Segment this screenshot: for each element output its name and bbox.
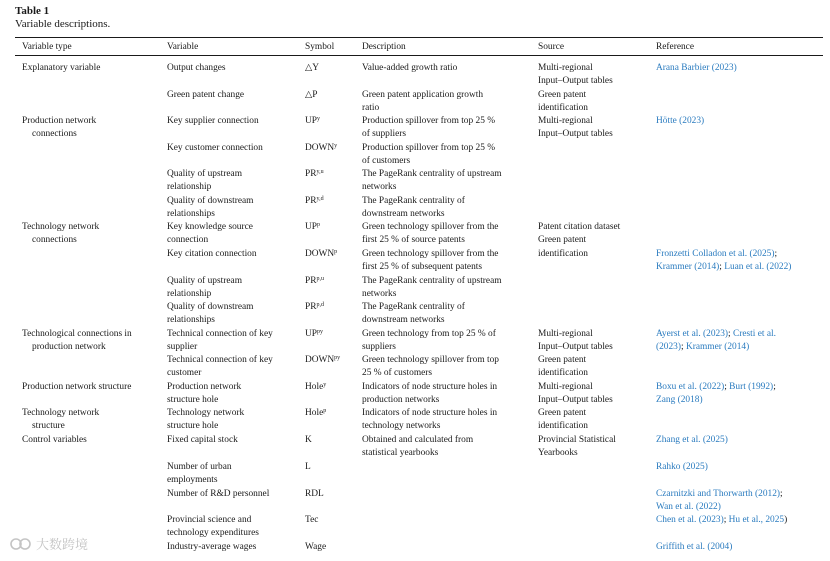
reference-link[interactable]: (2023): [656, 342, 681, 352]
cell-description: The PageRank centrality of upstream: [362, 169, 502, 179]
cell-variable: Key knowledge source: [167, 222, 253, 232]
reference-link[interactable]: Luan et al. (2022): [724, 262, 792, 272]
cell-variable: relationship: [167, 182, 212, 192]
cell-symbol: $DOWN^{py}$: [305, 355, 341, 365]
table-caption: [15, 5, 110, 31]
cell-symbol: DOWN$^y$: [305, 143, 338, 153]
cell-description: Value-added growth ratio: [362, 63, 458, 73]
cell-variable: Key customer connection: [167, 143, 263, 153]
cell-variable: structure hole: [167, 421, 219, 431]
watermark: [10, 534, 88, 553]
cell-source: Input–Output tables: [538, 395, 613, 405]
cell-variable-type: Explanatory variable: [22, 63, 101, 73]
cell-variable-type: Technology network: [22, 222, 100, 232]
cell-description: The PageRank centrality of: [362, 302, 465, 312]
reference-link[interactable]: Boxu et al. (2022): [656, 382, 725, 392]
header-rule: [15, 55, 823, 56]
reference-link[interactable]: Ayerst et al. (2023): [656, 329, 729, 339]
cell-source: Multi-regional: [538, 63, 593, 73]
cell-reference: [656, 501, 721, 514]
reference-link[interactable]: Chen et al. (2023): [656, 515, 724, 525]
header-variable-type: Variable type: [22, 42, 72, 52]
cell-variable-type: production network: [32, 342, 106, 352]
cell-source: Multi-regional: [538, 329, 593, 339]
cell-symbol: PR$^{p,u}$: [305, 276, 324, 286]
cell-description: of suppliers: [362, 129, 407, 139]
cell-symbol: PR$^{p,d}$: [305, 302, 324, 312]
cell-reference: [656, 261, 791, 274]
cell-variable: Quality of downstream: [167, 302, 254, 312]
cell-variable: Technical connection of key: [167, 355, 273, 365]
cell-source: Green patent: [538, 235, 587, 245]
cell-variable: Quality of downstream: [167, 196, 254, 206]
cell-symbol: $UP^p$: [305, 222, 320, 232]
cell-source: identification: [538, 249, 588, 259]
cell-variable: relationships: [167, 315, 215, 325]
reference-link[interactable]: Hötte (2023): [656, 116, 705, 126]
cell-reference: [656, 488, 783, 501]
reference-separator: ;: [723, 515, 729, 525]
cell-source: Green patent: [538, 90, 587, 100]
cell-source: Input–Output tables: [538, 76, 613, 86]
cell-source: Patent citation dataset: [538, 222, 621, 232]
reference-link[interactable]: Czarnitzki and Thorwarth (2012): [656, 489, 781, 499]
cell-variable-type: connections: [32, 235, 77, 245]
cell-variable: Provincial science and: [167, 515, 252, 525]
cell-symbol: DOWN$^p$: [305, 249, 338, 259]
header-source: Source: [538, 42, 565, 52]
reference-link[interactable]: Griffith et al. (2004): [656, 542, 733, 552]
cell-description: technology networks: [362, 421, 441, 431]
cell-variable: Quality of upstream: [167, 276, 242, 286]
reference-separator: ;: [728, 329, 733, 339]
cell-description: of customers: [362, 156, 411, 166]
cell-variable: Number of R&D personnel: [167, 489, 270, 499]
reference-separator: ;: [719, 262, 725, 272]
cell-symbol: K: [305, 435, 312, 445]
reference-link[interactable]: Zhang et al. (2025): [656, 435, 728, 445]
cell-symbol: Tec: [305, 515, 319, 525]
cell-symbol: △P: [305, 90, 318, 100]
cell-description: networks: [362, 182, 397, 192]
cell-variable: Technology network: [167, 408, 245, 418]
header-symbol: Symbol: [305, 42, 335, 52]
cell-variable-type: connections: [32, 129, 77, 139]
cell-symbol: RDL: [305, 489, 324, 499]
cell-variable-type: Production network: [22, 116, 97, 126]
cell-variable: Fixed capital stock: [167, 435, 238, 445]
cell-source: identification: [538, 421, 588, 431]
reference-link[interactable]: Cresti et al.: [733, 329, 776, 339]
cell-variable: Industry-average wages: [167, 542, 257, 552]
cell-description: The PageRank centrality of upstream: [362, 276, 502, 286]
top-rule: [15, 37, 823, 38]
cell-description: Production spillover from top 25 %: [362, 116, 496, 126]
cell-variable-type: Technological connections in: [22, 329, 132, 339]
cell-reference: [656, 434, 728, 447]
cell-description: Obtained and calculated from: [362, 435, 474, 445]
cell-variable-type: Production network structure: [22, 382, 132, 392]
cell-description: networks: [362, 289, 397, 299]
watermark-text: 大数跨境: [36, 538, 89, 553]
cell-variable: structure hole: [167, 395, 219, 405]
header-description: Description: [362, 42, 406, 52]
cell-variable: Production network: [167, 382, 242, 392]
cell-description: 25 % of customers: [362, 368, 433, 378]
table-title: Variable descriptions.: [15, 18, 111, 30]
cell-variable: Output changes: [167, 63, 226, 73]
reference-link[interactable]: Zang (2018): [656, 395, 703, 405]
cell-description: ratio: [362, 103, 380, 113]
reference-separator: ;: [780, 489, 783, 499]
cell-description: first 25 % of subsequent patents: [362, 262, 483, 272]
reference-link[interactable]: Rahko (2025): [656, 462, 708, 472]
cell-symbol: Hole$^p$: [305, 408, 327, 418]
cell-symbol: L: [305, 462, 311, 472]
cell-variable: Technical connection of key: [167, 329, 273, 339]
cell-symbol: Wage: [305, 542, 327, 552]
cell-source: identification: [538, 103, 588, 113]
cell-symbol: $UP^{py}$: [305, 329, 323, 339]
reference-link[interactable]: Burt (1992): [729, 382, 774, 392]
cell-description: Green technology from top 25 % of: [362, 329, 496, 339]
cell-variable: customer: [167, 368, 202, 378]
cell-reference: [656, 341, 749, 354]
reference-link[interactable]: Krammer (2014): [656, 262, 720, 272]
reference-link[interactable]: Arana Barbier (2023): [656, 63, 737, 73]
cell-variable: Quality of upstream: [167, 169, 242, 179]
cell-symbol: △Y: [305, 63, 319, 73]
cell-variable: supplier: [167, 342, 198, 352]
cell-variable: Key citation connection: [167, 249, 257, 259]
cell-reference: [656, 248, 777, 261]
reference-link[interactable]: Fronzetti Colladon et al. (2025): [656, 249, 775, 259]
header-reference: Reference: [656, 42, 694, 52]
cell-variable: Key supplier connection: [167, 116, 259, 126]
cell-reference: [656, 514, 787, 527]
table-number: Table 1: [15, 5, 50, 17]
reference-separator: ;: [773, 382, 776, 392]
cell-source: Multi-regional: [538, 116, 593, 126]
cell-source: Input–Output tables: [538, 129, 613, 139]
reference-separator: ): [784, 515, 788, 525]
cell-source: Green patent: [538, 408, 587, 418]
cell-symbol: PR$^{y,d}$: [305, 196, 324, 206]
cell-reference: [656, 381, 776, 394]
cell-variable: relationship: [167, 289, 212, 299]
cell-source: Input–Output tables: [538, 342, 613, 352]
cell-symbol: PR$^{y,u}$: [305, 169, 324, 179]
cell-description: Indicators of node structure holes in: [362, 382, 498, 392]
cell-description: downstream networks: [362, 315, 445, 325]
reference-link[interactable]: Krammer (2014): [685, 342, 750, 352]
reference-link[interactable]: Wan et al. (2022): [656, 502, 721, 512]
cell-variable: connection: [167, 235, 209, 245]
cell-variable: Green patent change: [167, 90, 245, 100]
cell-description: production networks: [362, 395, 440, 405]
cell-variable: Number of urban: [167, 462, 232, 472]
cell-reference: [656, 461, 708, 474]
cell-description: statistical yearbooks: [362, 448, 439, 458]
reference-separator: ;: [774, 249, 778, 259]
cell-symbol: $UP^y$: [305, 116, 320, 126]
cell-description: Green patent application growth: [362, 90, 484, 100]
cell-description: Green technology spillover from the: [362, 249, 499, 259]
cell-source: Yearbooks: [538, 448, 578, 458]
cell-variable-type: structure: [32, 421, 65, 431]
cell-reference: [656, 115, 704, 128]
cell-description: The PageRank centrality of: [362, 196, 465, 206]
cell-variable: relationships: [167, 209, 215, 219]
cell-variable: technology expenditures: [167, 528, 259, 538]
cell-description: Green technology spillover from the: [362, 222, 499, 232]
reference-separator: ;: [724, 382, 730, 392]
cell-reference: [656, 394, 703, 407]
reference-link[interactable]: Hu et al., 2025: [728, 515, 785, 525]
cell-variable-type: Technology network: [22, 408, 100, 418]
reference-separator: ;: [681, 342, 686, 352]
cell-description: Green technology spillover from top: [362, 355, 499, 365]
cell-source: Multi-regional: [538, 382, 593, 392]
cell-reference: [656, 62, 737, 75]
cell-description: downstream networks: [362, 209, 445, 219]
cell-symbol: Hole$^y$: [305, 382, 327, 392]
cell-source: Provincial Statistical: [538, 435, 616, 445]
cell-source: Green patent: [538, 355, 587, 365]
cell-variable: employments: [167, 475, 218, 485]
cell-source: identification: [538, 368, 588, 378]
cell-description: Indicators of node structure holes in: [362, 408, 498, 418]
cell-variable-type: Control variables: [22, 435, 87, 445]
watermark-logo-icon: [10, 536, 32, 552]
cell-description: Production spillover from top 25 %: [362, 143, 496, 153]
cell-description: suppliers: [362, 342, 396, 352]
cell-reference: [656, 541, 732, 554]
header-variable: Variable: [167, 42, 199, 52]
cell-description: first 25 % of source patents: [362, 235, 465, 245]
cell-reference: [656, 328, 776, 341]
